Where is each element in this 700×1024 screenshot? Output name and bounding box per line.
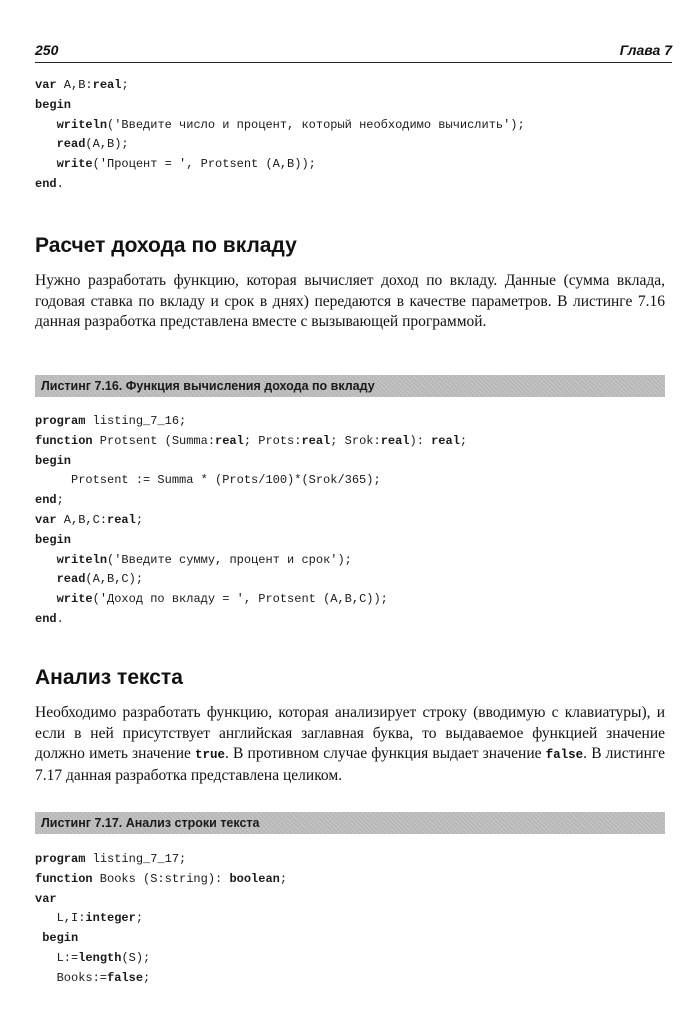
- code-text: Protsent := Summa * (Prots/100)*(Srok/365);: [35, 473, 381, 488]
- code-text: ;: [56, 493, 64, 508]
- code-text: A,B,C:: [56, 512, 108, 527]
- code-text: (A,B,C);: [85, 572, 144, 587]
- code-keyword: read: [56, 137, 86, 152]
- code-line: [35, 590, 467, 610]
- paragraph-deposit: Нужно разработать функцию, которая вычисляет доход по вкладу. Данные (сумма вклада, годовая ставка по вкладу и срок в днях) передаются в качестве параметров. В листинге 7.16 данная разработка представлена вместе с вызывающей программой.: [35, 272, 665, 330]
- paragraph-text-3: . В листинге 7.17 данная разработка представлена целиком.: [35, 745, 665, 784]
- code-keyword: begin: [42, 931, 79, 946]
- code-keyword: function: [35, 871, 93, 886]
- section-heading-deposit: Расчет дохода по вкладу: [35, 234, 297, 257]
- code-keyword: write: [56, 592, 93, 607]
- paragraph-text-analysis: [35, 703, 665, 786]
- code-text: Protsent (Summa:: [92, 433, 216, 448]
- code-block-top: [35, 76, 525, 195]
- code-keyword: real: [107, 512, 136, 527]
- code-line: [35, 491, 467, 511]
- code-text: ;: [143, 970, 151, 985]
- code-text: [35, 157, 57, 171]
- code-keyword: begin: [35, 532, 72, 547]
- code-line: [35, 949, 287, 969]
- code-text: A,B:: [56, 78, 93, 92]
- code-keyword: integer: [85, 911, 136, 926]
- page-number: 250: [35, 42, 59, 58]
- code-text: L:=: [35, 950, 79, 965]
- code-text: ;: [121, 78, 129, 92]
- code-block-listing-7-17: [35, 850, 287, 989]
- code-line: [35, 412, 467, 432]
- code-keyword: function: [35, 433, 93, 448]
- code-keyword: real: [431, 433, 460, 448]
- code-keyword: boolean: [229, 871, 280, 886]
- code-line: [35, 135, 525, 155]
- code-keyword: begin: [35, 97, 72, 112]
- code-text: ('Процент = ', Protsent (A,B));: [92, 157, 316, 172]
- code-text: [35, 553, 57, 567]
- code-line: [35, 96, 525, 116]
- code-text: [35, 137, 57, 151]
- code-keyword: write: [56, 157, 93, 172]
- code-text: [35, 592, 57, 606]
- code-line: [35, 511, 467, 531]
- code-line: [35, 432, 467, 452]
- code-text: ):: [409, 433, 432, 448]
- code-text: ;: [135, 911, 144, 926]
- page-header: [35, 38, 672, 63]
- code-keyword: real: [215, 433, 244, 448]
- code-keyword: var: [35, 78, 57, 92]
- code-text: [35, 118, 57, 132]
- code-text: [35, 572, 57, 586]
- code-line: [35, 929, 287, 949]
- code-keyword: real: [301, 433, 331, 448]
- code-line: [35, 909, 287, 929]
- code-line: [35, 452, 467, 472]
- code-line: [35, 551, 467, 571]
- code-line: [35, 850, 287, 870]
- code-line: [35, 76, 525, 96]
- code-line: [35, 471, 467, 491]
- section-heading-text-analysis: Анализ текста: [35, 666, 183, 689]
- code-text: (S);: [121, 950, 151, 965]
- code-text: ('Доход по вкладу = ', Protsent (A,B,C));: [92, 592, 388, 607]
- code-text: .: [56, 611, 64, 626]
- code-keyword: program: [35, 414, 86, 428]
- paragraph-text-2: . В противном случае функция выдает значение: [225, 745, 546, 762]
- code-keyword: var: [35, 891, 57, 906]
- code-keyword: writeln: [56, 552, 108, 567]
- code-line: [35, 870, 287, 890]
- code-keyword: length: [78, 950, 122, 965]
- code-keyword: end: [35, 176, 57, 191]
- code-text: ('Введите сумму, процент и срок');: [107, 552, 352, 567]
- code-line: [35, 969, 287, 989]
- code-keyword: read: [56, 572, 86, 587]
- code-keyword: var: [35, 512, 57, 527]
- listing-title-7-17: Листинг 7.17. Анализ строки текста: [35, 812, 665, 834]
- code-keyword: real: [380, 433, 410, 448]
- keyword-false: false: [545, 748, 584, 762]
- keyword-true: true: [195, 748, 226, 762]
- code-keyword: false: [107, 970, 144, 985]
- code-line: [35, 175, 525, 195]
- code-keyword: end: [35, 611, 57, 626]
- code-line: [35, 155, 525, 175]
- paragraph-text-1: Необходимо разработать функцию, которая анализирует строку (вводимую с клавиатуры), и если в ней присутствует английская заглавная буква, то выдаваемое функцией значение должно иметь значение: [35, 704, 665, 762]
- code-keyword: writeln: [56, 117, 108, 132]
- code-text: listing_7_16;: [85, 414, 187, 428]
- code-line: [35, 570, 467, 590]
- code-text: ('Введите число и процент, который необходимо вычислить');: [107, 117, 525, 132]
- code-text: (A,B);: [85, 137, 129, 152]
- code-keyword: real: [92, 78, 122, 92]
- code-line: [35, 610, 467, 630]
- listing-title-7-16: Листинг 7.16. Функция вычисления дохода по вкладу: [35, 375, 665, 397]
- code-text: listing_7_17;: [85, 852, 187, 866]
- code-text: .: [56, 176, 64, 191]
- code-line: [35, 531, 467, 551]
- code-keyword: begin: [35, 453, 72, 468]
- code-keyword: end: [35, 493, 57, 508]
- code-line: [35, 116, 525, 136]
- code-keyword: program: [35, 852, 86, 866]
- chapter-title: Глава 7: [619, 42, 672, 58]
- code-text: ;: [459, 433, 468, 448]
- code-block-listing-7-16: [35, 412, 467, 630]
- code-line: [35, 890, 287, 910]
- code-text: ; Srok:: [330, 433, 381, 448]
- code-text: ;: [279, 871, 288, 886]
- code-text: L,I:: [35, 911, 86, 926]
- code-text: Books (S:string):: [92, 871, 230, 886]
- code-text: ; Prots:: [243, 433, 302, 448]
- code-text: Books:=: [35, 970, 108, 985]
- code-text: ;: [135, 512, 144, 527]
